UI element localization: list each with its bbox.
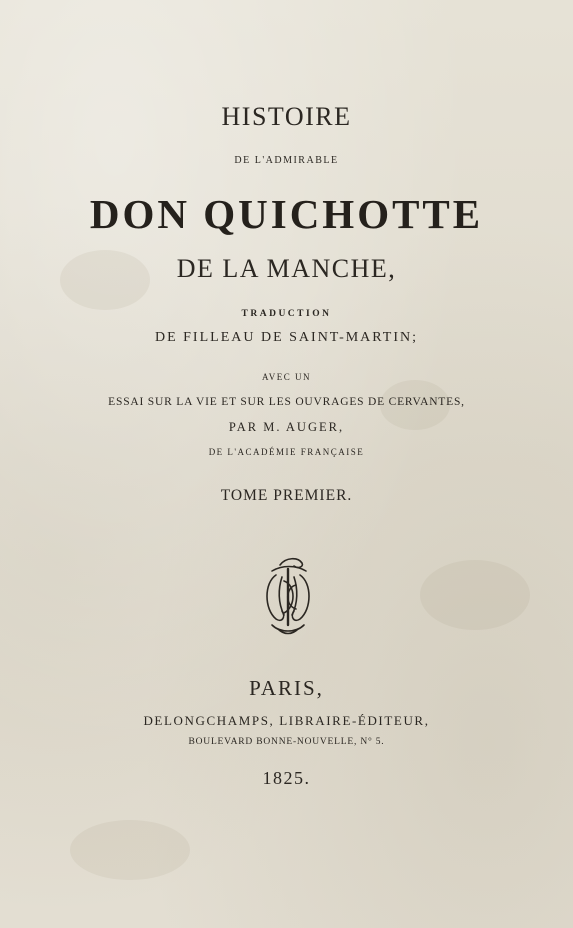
title-histoire: HISTOIRE [221, 102, 352, 131]
volume-label: TOME PREMIER. [220, 487, 353, 504]
traduction-label: TRADUCTION [241, 309, 332, 319]
imprint-year: 1825. [262, 768, 311, 788]
imprint-publisher: DELONGCHAMPS, LIBRAIRE-ÉDITEUR, [143, 713, 430, 728]
imprint-address: BOULEVARD BONNE-NOUVELLE, N° 5. [188, 737, 385, 747]
imprint-city: PARIS, [249, 676, 324, 700]
essai-line: ESSAI SUR LA VIE ET SUR LES OUVRAGES DE CERVANTES, [108, 396, 465, 408]
translator-line: DE FILLEAU DE SAINT-MARTIN; [154, 330, 418, 345]
academie-line: DE L'ACADÉMIE FRANÇAISE [208, 447, 365, 457]
title-de-la-manche: DE LA MANCHE, [176, 254, 397, 283]
publisher-monogram-icon [258, 555, 318, 637]
paper-stain [70, 820, 190, 880]
avec-un-label: AVEC UN [261, 372, 312, 382]
title-de-ladmirable: DE L'ADMIRABLE [234, 155, 339, 166]
main-title: DON QUICHOTTE [89, 191, 484, 237]
author-auger: PAR M. AUGER, [228, 420, 345, 434]
paper-stain [420, 560, 530, 630]
